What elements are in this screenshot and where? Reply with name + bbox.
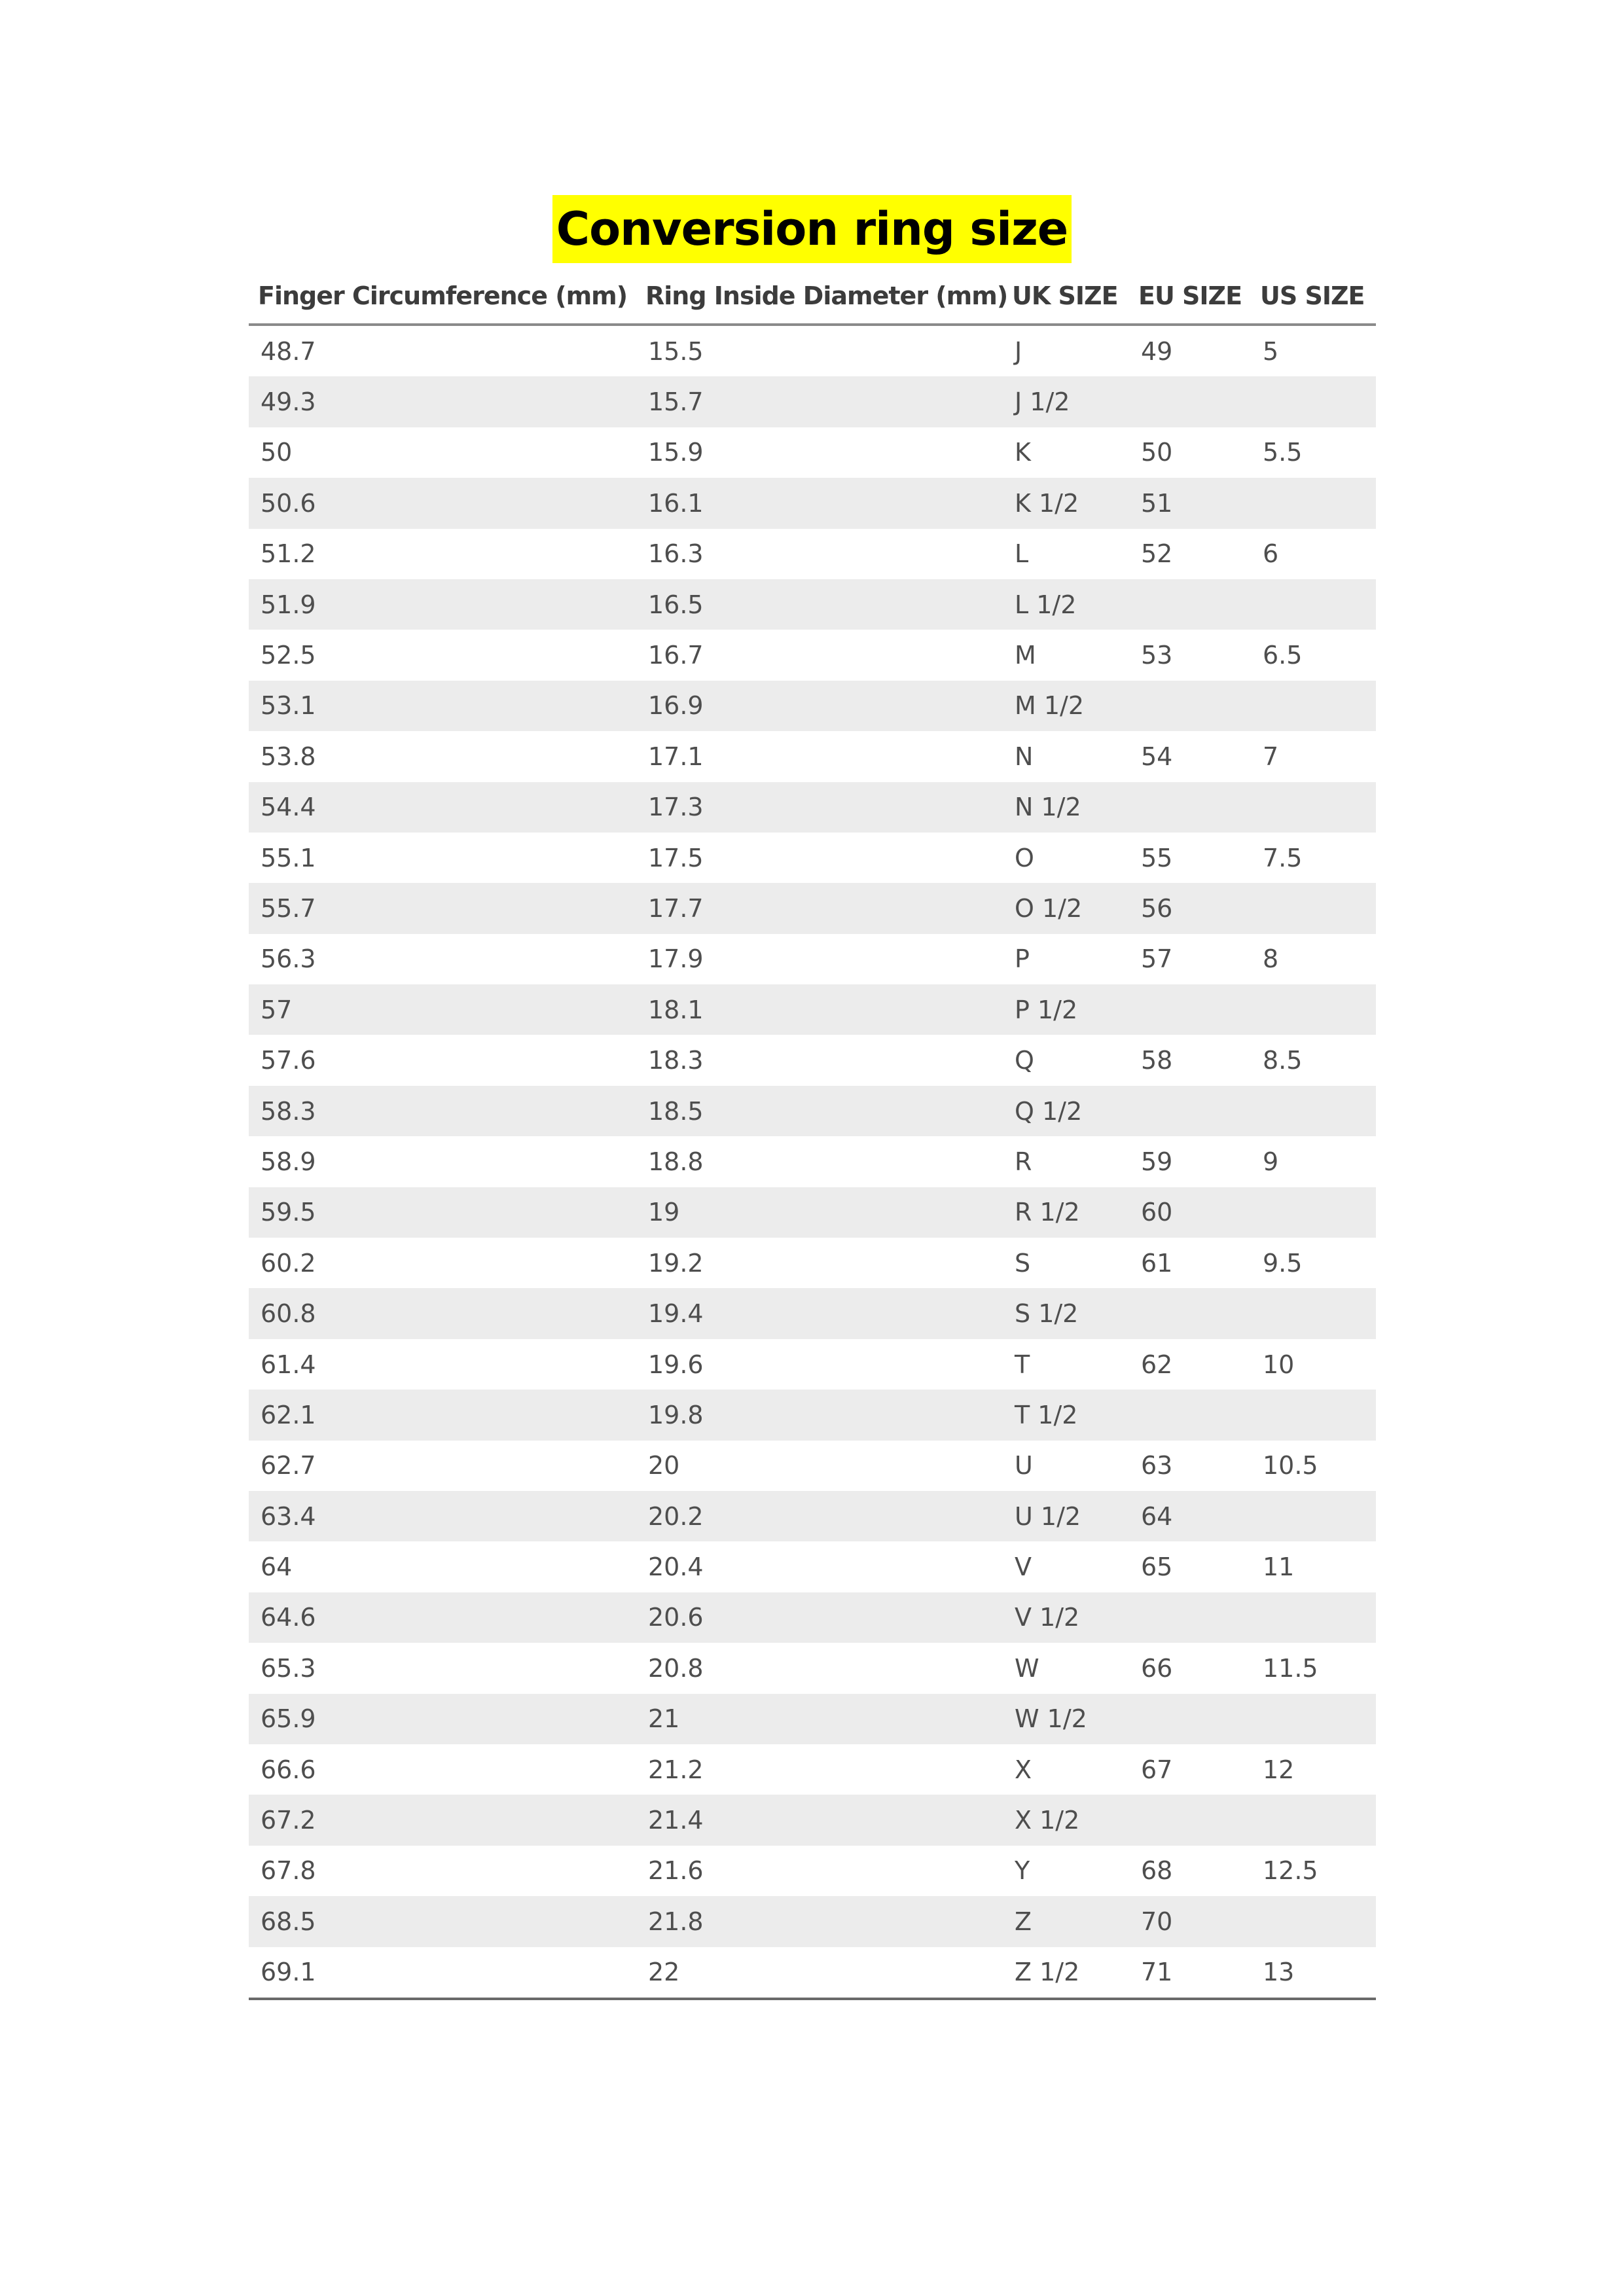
cell-finger-circumference: 50.6 — [249, 478, 636, 528]
cell-us-size — [1251, 1491, 1376, 1541]
cell-finger-circumference: 64.6 — [249, 1592, 636, 1643]
cell-ring-inside-diameter: 21.2 — [648, 1755, 704, 1784]
table-row — [249, 1441, 1376, 1491]
cell-finger-circumference: 61.4 — [261, 1350, 316, 1379]
cell-us-size — [1251, 1694, 1376, 1744]
cell-ring-inside-diameter: 16.5 — [636, 579, 1003, 630]
table-row — [249, 325, 1376, 376]
cell-finger-circumference: 59.5 — [249, 1187, 636, 1238]
cell-eu-size: 49 — [1141, 336, 1173, 366]
cell-finger-circumference: 58.9 — [261, 1147, 316, 1176]
cell-finger-circumference: 62.7 — [261, 1451, 316, 1480]
header-eu-size: EU SIZE — [1129, 268, 1251, 325]
cell-ring-inside-diameter: 19.8 — [636, 1390, 1003, 1440]
cell-ring-inside-diameter: 17.1 — [648, 742, 704, 771]
cell-eu-size — [1129, 1086, 1251, 1136]
cell-us-size: 9 — [1263, 1147, 1279, 1176]
cell-uk-size: J 1/2 — [1003, 376, 1129, 427]
cell-uk-size: J — [1015, 336, 1022, 366]
cell-ring-inside-diameter: 16.1 — [636, 478, 1003, 528]
cell-eu-size: 61 — [1141, 1248, 1173, 1278]
cell-eu-size: 59 — [1141, 1147, 1173, 1176]
cell-ring-inside-diameter: 19.2 — [648, 1248, 704, 1278]
cell-uk-size: Q — [1015, 1046, 1034, 1075]
cell-ring-inside-diameter: 22 — [636, 1947, 1003, 1999]
cell-ring-inside-diameter: 19.4 — [636, 1288, 1003, 1338]
table-row — [249, 1896, 1376, 1946]
cell-uk-size: U — [1015, 1451, 1033, 1480]
cell-finger-circumference: 64 — [261, 1552, 293, 1582]
cell-uk-size: L 1/2 — [1003, 579, 1129, 630]
cell-uk-size: R — [1015, 1147, 1032, 1176]
cell-finger-circumference: 55.7 — [249, 883, 636, 933]
cell-us-size: 7.5 — [1263, 843, 1303, 872]
cell-ring-inside-diameter: 20 — [648, 1451, 680, 1480]
cell-ring-inside-diameter: 15.5 — [648, 336, 704, 366]
cell-finger-circumference: 56.3 — [261, 944, 316, 974]
cell-ring-inside-diameter: 15.9 — [648, 438, 704, 467]
cell-eu-size — [1129, 1390, 1251, 1440]
table-row — [249, 579, 1376, 630]
table-row — [249, 529, 1376, 579]
cell-finger-circumference: 63.4 — [249, 1491, 636, 1541]
cell-uk-size: L — [1015, 539, 1029, 569]
cell-ring-inside-diameter: 16.7 — [648, 641, 704, 670]
cell-uk-size: V 1/2 — [1003, 1592, 1129, 1643]
cell-ring-inside-diameter: 18.3 — [648, 1046, 704, 1075]
cell-us-size: 10 — [1263, 1350, 1295, 1379]
table-body — [249, 325, 1376, 1999]
cell-ring-inside-diameter: 19.6 — [648, 1350, 704, 1379]
cell-us-size — [1251, 1390, 1376, 1440]
cell-finger-circumference: 60.2 — [261, 1248, 316, 1278]
cell-eu-size: 56 — [1129, 883, 1251, 933]
cell-finger-circumference: 68.5 — [249, 1896, 636, 1946]
table-row — [249, 883, 1376, 933]
cell-us-size: 11.5 — [1263, 1653, 1318, 1683]
cell-ring-inside-diameter: 15.7 — [636, 376, 1003, 427]
cell-eu-size — [1129, 681, 1251, 731]
cell-eu-size — [1129, 1592, 1251, 1643]
cell-ring-inside-diameter: 19 — [636, 1187, 1003, 1238]
cell-eu-size: 53 — [1141, 641, 1173, 670]
cell-ring-inside-diameter: 17.5 — [648, 843, 704, 872]
cell-ring-inside-diameter: 18.8 — [648, 1147, 704, 1176]
cell-finger-circumference: 53.8 — [261, 742, 316, 771]
cell-finger-circumference: 65.9 — [249, 1694, 636, 1744]
cell-us-size: 11 — [1263, 1552, 1295, 1582]
table-row — [249, 984, 1376, 1035]
cell-uk-size: N — [1015, 742, 1034, 771]
cell-us-size: 12.5 — [1263, 1856, 1318, 1886]
cell-us-size: 12 — [1263, 1755, 1295, 1784]
cell-eu-size — [1129, 376, 1251, 427]
cell-uk-size: T 1/2 — [1003, 1390, 1129, 1440]
table-row — [249, 1846, 1376, 1896]
cell-uk-size: P — [1015, 944, 1030, 974]
cell-ring-inside-diameter: 16.9 — [636, 681, 1003, 731]
cell-us-size: 8.5 — [1263, 1046, 1303, 1075]
cell-finger-circumference: 67.8 — [261, 1856, 316, 1886]
cell-uk-size: Y — [1015, 1856, 1030, 1886]
table-row — [249, 1390, 1376, 1440]
cell-ring-inside-diameter: 21.8 — [636, 1896, 1003, 1946]
cell-eu-size: 51 — [1129, 478, 1251, 528]
cell-finger-circumference: 49.3 — [249, 376, 636, 427]
cell-finger-circumference: 52.5 — [261, 641, 316, 670]
cell-uk-size: Z 1/2 — [1003, 1947, 1129, 1999]
cell-eu-size: 52 — [1141, 539, 1173, 569]
table-row — [249, 833, 1376, 883]
table-header-row — [249, 268, 1376, 325]
cell-us-size — [1251, 782, 1376, 833]
cell-ring-inside-diameter: 21.4 — [636, 1795, 1003, 1845]
cell-uk-size: M 1/2 — [1003, 681, 1129, 731]
cell-uk-size: O — [1015, 843, 1034, 872]
cell-eu-size: 50 — [1141, 438, 1173, 467]
table-row — [249, 1187, 1376, 1238]
cell-eu-size: 55 — [1141, 843, 1173, 872]
cell-finger-circumference: 51.2 — [261, 539, 316, 569]
cell-us-size: 10.5 — [1263, 1451, 1318, 1480]
cell-eu-size — [1129, 782, 1251, 833]
cell-uk-size: S — [1015, 1248, 1031, 1278]
cell-finger-circumference: 51.9 — [249, 579, 636, 630]
table-row — [249, 1288, 1376, 1338]
cell-us-size — [1251, 681, 1376, 731]
cell-uk-size: Q 1/2 — [1003, 1086, 1129, 1136]
cell-uk-size: W — [1015, 1653, 1039, 1683]
cell-eu-size: 67 — [1141, 1755, 1173, 1784]
cell-eu-size — [1129, 1694, 1251, 1744]
cell-us-size: 9.5 — [1263, 1248, 1303, 1278]
cell-eu-size — [1129, 1795, 1251, 1845]
cell-uk-size: U 1/2 — [1003, 1491, 1129, 1541]
cell-us-size — [1251, 1288, 1376, 1338]
cell-finger-circumference: 57 — [249, 984, 636, 1035]
cell-uk-size: R 1/2 — [1003, 1187, 1129, 1238]
cell-finger-circumference: 66.6 — [261, 1755, 316, 1784]
cell-uk-size: V — [1015, 1552, 1032, 1582]
table-row — [249, 1592, 1376, 1643]
cell-us-size: 6 — [1263, 539, 1279, 569]
header-ring-inside-diameter: Ring Inside Diameter (mm) — [636, 268, 1003, 325]
cell-eu-size: 58 — [1141, 1046, 1173, 1075]
cell-ring-inside-diameter: 20.8 — [648, 1653, 704, 1683]
cell-eu-size: 71 — [1129, 1947, 1251, 1999]
cell-us-size: 13 — [1251, 1947, 1376, 1999]
cell-ring-inside-diameter: 17.3 — [636, 782, 1003, 833]
table-row — [249, 427, 1376, 478]
cell-us-size: 8 — [1263, 944, 1279, 974]
cell-eu-size: 60 — [1129, 1187, 1251, 1238]
cell-us-size — [1251, 984, 1376, 1035]
cell-finger-circumference: 48.7 — [261, 336, 316, 366]
cell-us-size: 6.5 — [1263, 641, 1303, 670]
cell-uk-size: K — [1015, 438, 1031, 467]
table-row — [249, 1643, 1376, 1693]
cell-us-size — [1251, 1086, 1376, 1136]
table-row — [249, 1238, 1376, 1288]
cell-eu-size: 63 — [1141, 1451, 1173, 1480]
table-row — [249, 478, 1376, 528]
cell-uk-size: N 1/2 — [1003, 782, 1129, 833]
cell-eu-size: 54 — [1141, 742, 1173, 771]
table-row — [249, 1694, 1376, 1744]
cell-us-size: 7 — [1263, 742, 1279, 771]
cell-us-size — [1251, 883, 1376, 933]
cell-eu-size: 70 — [1129, 1896, 1251, 1946]
cell-ring-inside-diameter: 20.2 — [636, 1491, 1003, 1541]
title-container — [0, 195, 1624, 263]
table-row — [249, 1795, 1376, 1845]
cell-finger-circumference: 58.3 — [249, 1086, 636, 1136]
cell-finger-circumference: 54.4 — [249, 782, 636, 833]
table-row — [249, 731, 1376, 781]
cell-ring-inside-diameter: 16.3 — [648, 539, 704, 569]
cell-finger-circumference: 65.3 — [261, 1653, 316, 1683]
cell-finger-circumference: 60.8 — [249, 1288, 636, 1338]
table-row — [249, 630, 1376, 680]
cell-ring-inside-diameter: 18.5 — [636, 1086, 1003, 1136]
cell-uk-size: Z — [1003, 1896, 1129, 1946]
cell-finger-circumference: 69.1 — [249, 1947, 636, 1999]
cell-eu-size — [1129, 1288, 1251, 1338]
cell-uk-size: X 1/2 — [1003, 1795, 1129, 1845]
table-row — [249, 1035, 1376, 1085]
cell-eu-size — [1129, 984, 1251, 1035]
header-finger-circumference: Finger Circumference (mm) — [249, 268, 636, 325]
cell-finger-circumference: 53.1 — [249, 681, 636, 731]
cell-uk-size: W 1/2 — [1003, 1694, 1129, 1744]
cell-finger-circumference: 57.6 — [261, 1046, 316, 1075]
cell-eu-size — [1129, 579, 1251, 630]
cell-eu-size: 65 — [1141, 1552, 1173, 1582]
table-row — [249, 782, 1376, 833]
cell-ring-inside-diameter: 21.6 — [648, 1856, 704, 1886]
ring-size-table — [249, 268, 1376, 2000]
cell-uk-size: P 1/2 — [1003, 984, 1129, 1035]
cell-ring-inside-diameter: 20.6 — [636, 1592, 1003, 1643]
cell-finger-circumference: 55.1 — [261, 843, 316, 872]
cell-us-size — [1251, 579, 1376, 630]
table-row — [249, 1541, 1376, 1592]
header-uk-size: UK SIZE — [1003, 268, 1129, 325]
cell-uk-size: T — [1015, 1350, 1030, 1379]
cell-uk-size: O 1/2 — [1003, 883, 1129, 933]
cell-us-size — [1251, 376, 1376, 427]
cell-us-size — [1251, 1187, 1376, 1238]
cell-uk-size: S 1/2 — [1003, 1288, 1129, 1338]
cell-eu-size: 64 — [1129, 1491, 1251, 1541]
table-row — [249, 1491, 1376, 1541]
cell-eu-size: 68 — [1141, 1856, 1173, 1886]
cell-eu-size: 57 — [1141, 944, 1173, 974]
cell-finger-circumference: 67.2 — [249, 1795, 636, 1845]
cell-ring-inside-diameter: 17.9 — [648, 944, 704, 974]
cell-us-size — [1251, 1896, 1376, 1946]
cell-ring-inside-diameter: 21 — [636, 1694, 1003, 1744]
table-row — [249, 376, 1376, 427]
table-row — [249, 1136, 1376, 1187]
cell-us-size: 5 — [1263, 336, 1279, 366]
cell-ring-inside-diameter: 20.4 — [648, 1552, 704, 1582]
cell-us-size — [1251, 478, 1376, 528]
cell-finger-circumference: 50 — [261, 438, 293, 467]
cell-uk-size: K 1/2 — [1003, 478, 1129, 528]
cell-uk-size: M — [1015, 641, 1036, 670]
cell-us-size — [1251, 1592, 1376, 1643]
table-row — [249, 934, 1376, 984]
cell-eu-size: 66 — [1141, 1653, 1173, 1683]
cell-ring-inside-diameter: 18.1 — [636, 984, 1003, 1035]
cell-finger-circumference: 62.1 — [249, 1390, 636, 1440]
cell-uk-size: X — [1015, 1755, 1032, 1784]
cell-ring-inside-diameter: 17.7 — [636, 883, 1003, 933]
cell-us-size — [1251, 1795, 1376, 1845]
table-row — [249, 1947, 1376, 1999]
cell-us-size: 5.5 — [1263, 438, 1303, 467]
page-title: Conversion ring size — [552, 195, 1072, 263]
table-row — [249, 1086, 1376, 1136]
table-row — [249, 1744, 1376, 1795]
cell-eu-size: 62 — [1141, 1350, 1173, 1379]
table-row — [249, 1339, 1376, 1390]
table-row — [249, 681, 1376, 731]
header-us-size: US SIZE — [1251, 268, 1376, 325]
